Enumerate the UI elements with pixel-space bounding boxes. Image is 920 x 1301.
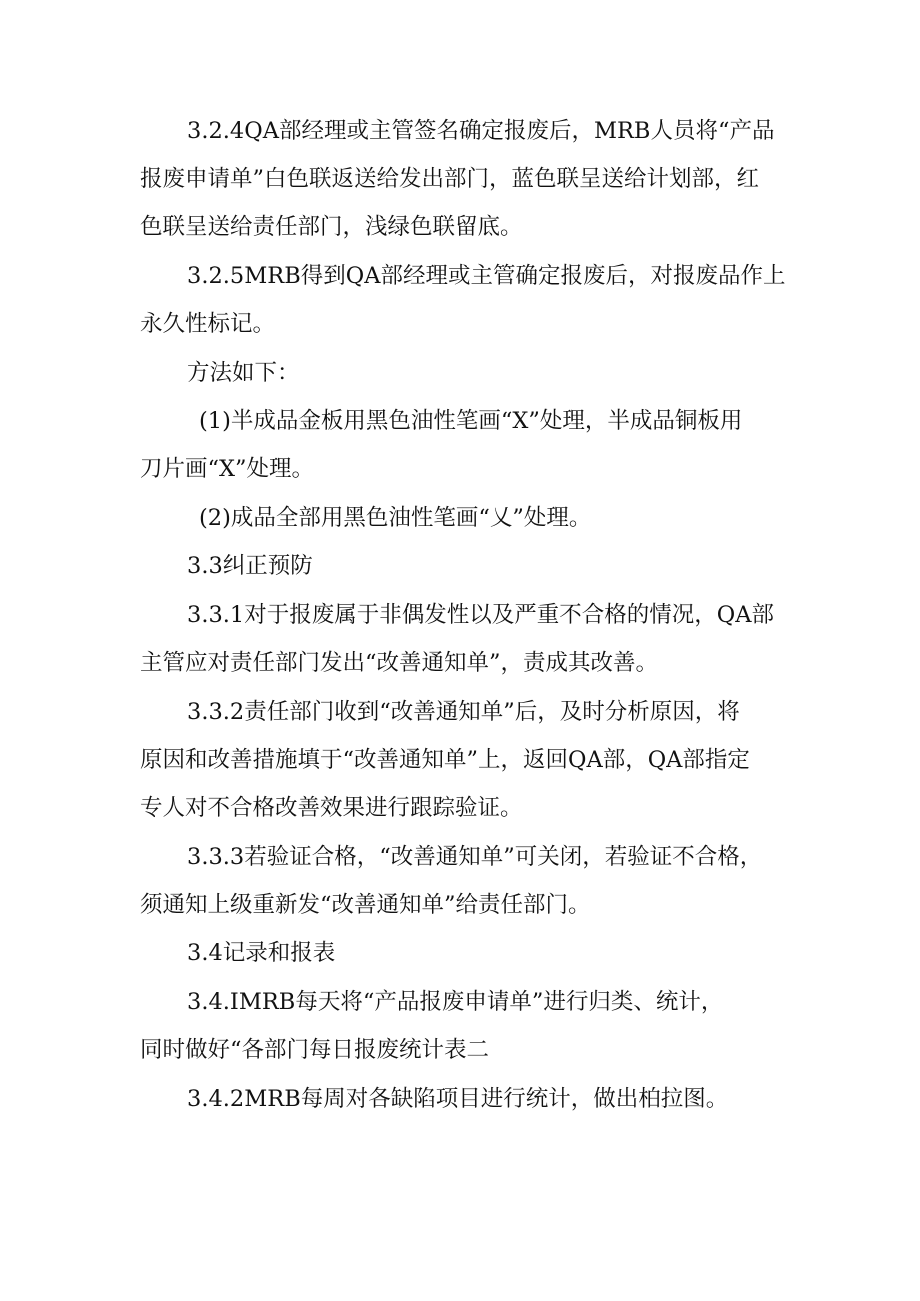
section-3-3-heading: 3.3纠正预防: [187, 553, 313, 579]
paragraph-3-2-4-line-2: 报废申请单”白色联返送给发出部门，蓝色联呈送给计划部，红: [140, 166, 760, 192]
paragraph-3-2-5-line-1: 3.2.5MRB得到QA部经理或主管确定报废后，对报废品作上: [187, 263, 786, 289]
paragraph-3-3-1-line-2: 主管应对责任部门发出“改善通知单”，责成其改善。: [140, 650, 659, 676]
method-heading: 方法如下：: [187, 360, 300, 386]
method-item-2: (2)成品全部用黑色油性笔画“乂”处理。: [199, 505, 592, 531]
paragraph-3-3-2-line-1: 3.3.2责任部门收到“改善通知单”后，及时分析原因，将: [187, 699, 740, 725]
paragraph-3-2-4-line-1: 3.2.4QA部经理或主管签名确定报废后，MRB人员将“产品: [187, 118, 775, 144]
paragraph-3-3-1-line-1: 3.3.1对于报废属于非偶发性以及严重不合格的情况，QA部: [187, 602, 774, 628]
section-3-4-heading: 3.4记录和报表: [187, 940, 336, 966]
paragraph-3-2-4-line-3: 色联呈送给责任部门，浅绿色联留底。: [140, 214, 523, 240]
paragraph-3-3-3-line-1: 3.3.3若验证合格，“改善通知单”可关闭，若验证不合格，: [187, 844, 763, 870]
paragraph-3-4-1-line-1: 3.4.IMRB每天将“产品报废申请单”进行归类、统计，: [187, 989, 724, 1015]
paragraph-3-3-3-line-2: 须通知上级重新发“改善通知单”给责任部门。: [140, 892, 591, 918]
paragraph-3-4-2: 3.4.2MRB每周对各缺陷项目进行统计，做出柏拉图。: [187, 1086, 729, 1112]
paragraph-3-3-2-line-2: 原因和改善措施填于“改善通知单”上，返回QA部，QA部指定: [140, 747, 750, 773]
method-item-1-line-1: (1)半成品金板用黑色油性笔画“X”处理，半成品铜板用: [199, 408, 743, 434]
method-item-1-line-2: 刀片画“X”处理。: [140, 456, 315, 482]
paragraph-3-3-2-line-3: 专人对不合格改善效果进行跟踪验证。: [140, 795, 523, 821]
paragraph-3-2-5-line-2: 永久性标记。: [140, 311, 276, 337]
paragraph-3-4-1-line-2: 同时做好“各部门每日报废统计表二: [140, 1037, 490, 1063]
